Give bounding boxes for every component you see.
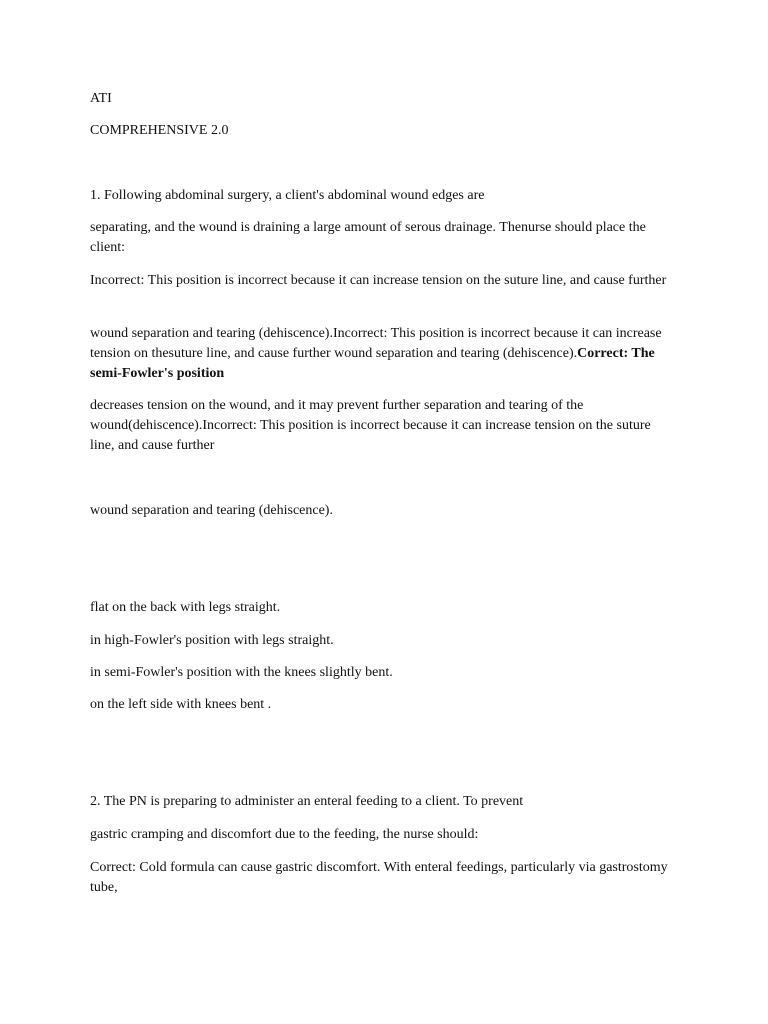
question-1-stem-line2: separating, and the wound is draining a large amount of serous drainage. Thenurse should place the client:: [90, 220, 646, 255]
question-1-option-c: in semi-Fowler's position with the knees slightly bent.: [90, 665, 393, 680]
question-1-correct-answer: Correct: The semi-Fowler's position: [90, 346, 655, 381]
question-1-rationale-3: decreases tension on the wound, and it may prevent further separation and tearing of the wound(dehiscence).Incorrect: This position is incorrect because it can increase tension on the suture line, and cause further: [90, 398, 651, 453]
header-line-ati: ATI: [90, 91, 112, 106]
question-2-stem-line1: 2. The PN is preparing to administer an enteral feeding to a client. To prevent: [90, 794, 524, 809]
question-1-rationale-2: [90, 324, 675, 384]
question-1-rationale-2-text: wound separation and tearing (dehiscence).Incorrect: This position is incorrect because it can increase tension on thesuture line, and cause further wound separation and tearing (dehiscence).: [90, 326, 662, 361]
question-2-rationale-1: Correct: Cold formula can cause gastric discomfort. With enteral feedings, particularly via gastrostomy tube,: [90, 860, 668, 895]
question-1-option-a: flat on the back with legs straight.: [90, 600, 281, 615]
question-1-option-d: on the left side with knees bent .: [90, 697, 272, 712]
question-1-rationale-4: wound separation and tearing (dehiscence).: [90, 503, 333, 518]
question-1-rationale-1: Incorrect: This position is incorrect because it can increase tension on the suture line, and cause further: [90, 273, 667, 288]
question-2-stem-line2: gastric cramping and discomfort due to the feeding, the nurse should:: [90, 827, 479, 842]
question-1-stem-line1: 1. Following abdominal surgery, a client's abdominal wound edges are: [90, 188, 485, 203]
question-1-option-b: in high-Fowler's position with legs straight.: [90, 633, 334, 648]
header-line-comprehensive: COMPREHENSIVE 2.0: [90, 123, 229, 138]
